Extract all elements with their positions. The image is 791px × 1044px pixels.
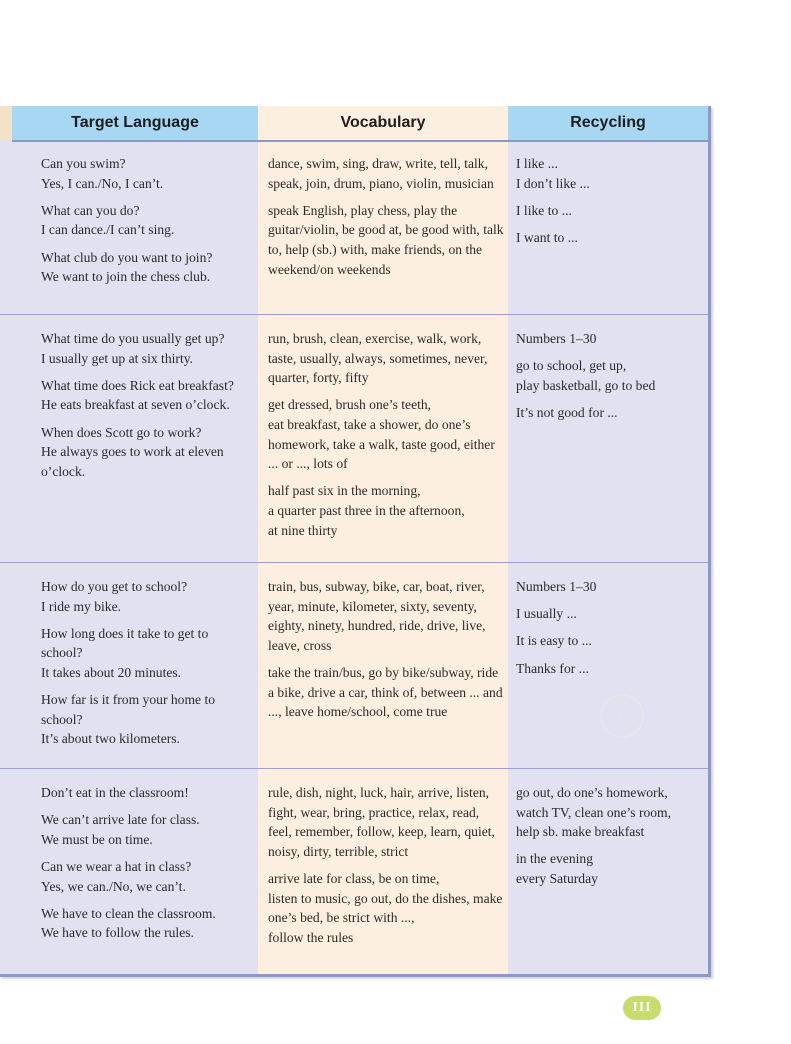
cell-paragraph: Can you swim? Yes, I can./No, I can’t. <box>41 156 164 191</box>
cell-paragraph: We have to clean the classroom. We have to follow the rules. <box>41 905 216 941</box>
cell-paragraph: take the train/bus, go by bike/subway, ride a bike, drive a car, think of, between ... and ..., leave home/school, come true <box>268 664 503 720</box>
vocab-cell <box>268 154 504 287</box>
cell-paragraph: go out, do one’s homework, watch TV, clean one’s room, help sb. make breakfast <box>516 785 672 840</box>
cell-paragraph: rule, dish, night, luck, hair, arrive, listen, fight, wear, bring, practice, relax, read, feel, remember, follow, keep, learn, quiet, noisy, dirty, terrible, strict <box>268 785 495 859</box>
cell-paragraph: Can we wear a hat in class? Yes, we can./No, we can’t. <box>41 858 192 894</box>
cell-paragraph: I like ... I don’t like ... <box>516 156 590 191</box>
cell-paragraph: I usually ... <box>516 606 577 622</box>
cell-paragraph: When does Scott go to work? He always goes to work at eleven o’clock. <box>41 424 224 479</box>
table-row <box>0 768 708 975</box>
cell-paragraph: Don’t eat in the classroom! <box>41 785 189 800</box>
recycling-cell <box>516 154 704 255</box>
cell-paragraph: It is easy to ... <box>516 633 592 649</box>
cell-paragraph: What can you do? I can dance./I can’t sing. <box>41 202 175 238</box>
header-target-language: Target Language <box>12 106 258 140</box>
cell-paragraph: in the evening every Saturday <box>516 851 598 886</box>
header-vocabulary: Vocabulary <box>258 106 508 140</box>
cell-paragraph: What club do you want to join? We want to join the chess club. <box>41 249 213 285</box>
target-cell <box>41 154 253 294</box>
vocab-cell <box>268 329 504 548</box>
target-cell <box>41 783 253 951</box>
cell-paragraph: go to school, get up, play basketball, go to bed <box>516 358 656 393</box>
vocab-cell <box>268 577 504 729</box>
table-row <box>0 154 708 314</box>
cell-paragraph: How long does it take to get to school? It takes about 20 minutes. <box>41 625 209 680</box>
registered-mark-watermark: ® <box>600 694 644 738</box>
target-cell <box>41 577 253 757</box>
cell-paragraph: speak English, play chess, play the guitar/violin, be good at, be good with, talk to, help (sb.) with, make friends, on the weekend/on weekends <box>268 202 504 277</box>
cell-paragraph: How do you get to school? I ride my bike. <box>41 579 188 614</box>
header-lead-strip <box>0 106 12 140</box>
cell-paragraph: arrive late for class, be on time, listen to music, go out, do the dishes, make one’s bed, be strict with ..., follow the rules <box>268 870 503 945</box>
target-cell <box>41 329 253 489</box>
cell-paragraph: How far is it from your home to school? It’s about two kilometers. <box>41 692 216 747</box>
recycling-cell <box>516 329 704 430</box>
vocab-cell <box>268 783 504 955</box>
cell-paragraph: I like to ... <box>516 202 572 218</box>
table-row <box>0 314 708 563</box>
cell-paragraph: Numbers 1–30 <box>516 579 597 594</box>
header-recycling: Recycling <box>508 106 708 140</box>
cell-paragraph: get dressed, brush one’s teeth, eat breakfast, take a shower, do one’s homework, take a walk, taste good, either ... or ..., lots of <box>268 397 495 472</box>
cell-paragraph: Numbers 1–30 <box>516 331 597 346</box>
cell-paragraph: half past six in the morning, a quarter past three in the afternoon, at nine thirty <box>268 483 465 538</box>
recycling-cell <box>516 577 704 686</box>
table-row <box>0 562 708 769</box>
cell-paragraph: train, bus, subway, bike, car, boat, river, year, minute, kilometer, sixty, seventy, eighty, ninety, hundred, ride, drive, live, leave, cross <box>268 579 486 653</box>
cell-paragraph: What time do you usually get up? I usually get up at six thirty. <box>41 331 225 366</box>
language-table <box>0 106 711 977</box>
cell-paragraph: It’s not good for ... <box>516 404 618 420</box>
page-number-badge: III <box>623 996 661 1020</box>
table-header <box>12 106 708 142</box>
cell-paragraph: Thanks for ... <box>516 660 589 676</box>
recycling-cell <box>516 783 704 896</box>
cell-paragraph: What time does Rick eat breakfast? He eats breakfast at seven o’clock. <box>41 377 234 413</box>
cell-paragraph: I want to ... <box>516 229 578 245</box>
cell-paragraph: We can’t arrive late for class. We must be on time. <box>41 812 200 847</box>
cell-paragraph: run, brush, clean, exercise, walk, work, taste, usually, always, sometimes, never, quarter, forty, fifty <box>268 331 488 386</box>
cell-paragraph: dance, swim, sing, draw, write, tell, talk, speak, join, drum, piano, violin, musician <box>268 156 494 191</box>
